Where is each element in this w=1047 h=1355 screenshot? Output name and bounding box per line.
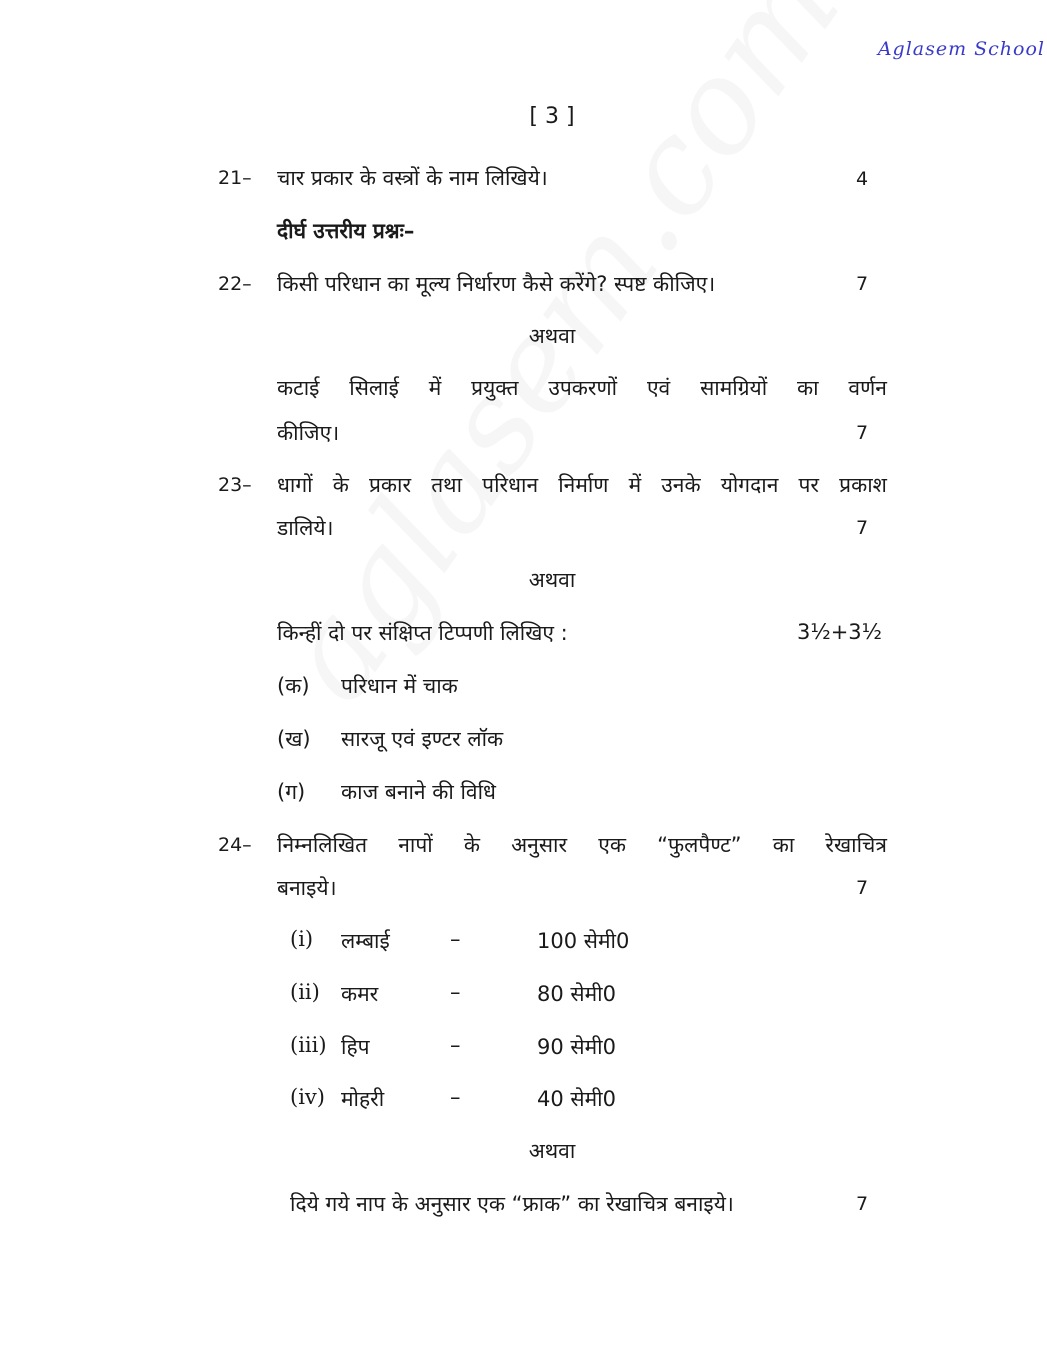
question-23-number: 23– — [218, 474, 252, 496]
brand-label: Aglasem School — [877, 38, 1045, 60]
word: रेखाचित्र — [825, 833, 887, 857]
question-22-alt-line1 — [277, 374, 887, 402]
measurement-dash: – — [450, 1033, 461, 1057]
question-24-marks: 7 — [856, 877, 869, 899]
measurement-label: (i) — [290, 927, 314, 951]
question-23-line2: डालिये। — [277, 516, 334, 540]
measurement-value: 80 सेमी0 — [537, 982, 616, 1006]
word: का — [797, 376, 819, 400]
question-24-line2: बनाइये। — [277, 876, 337, 900]
option-text: काज बनाने की विधि — [341, 780, 496, 804]
measurement-value: 100 सेमी0 — [537, 929, 630, 953]
measurement-label: (iv) — [290, 1085, 325, 1109]
word: निर्माण — [558, 473, 609, 497]
option-label: (क) — [277, 674, 310, 698]
measurement-dash: – — [450, 980, 461, 1004]
measurement-name: हिप — [341, 1035, 370, 1059]
measurement-value: 90 सेमी0 — [537, 1035, 616, 1059]
word: के — [463, 833, 480, 857]
question-23-alt-text: किन्हीं दो पर संक्षिप्त टिप्पणी लिखिए : — [277, 621, 568, 645]
word: वर्णन — [848, 376, 887, 400]
word: में — [628, 473, 642, 497]
question-22-alt-line2: कीजिए। — [277, 421, 340, 445]
measurement-dash: – — [450, 1085, 461, 1109]
word: का — [772, 833, 795, 857]
word: प्रकाश — [839, 473, 887, 497]
measurement-name: कमर — [341, 982, 379, 1006]
word: एवं — [646, 376, 671, 400]
word: सिलाई — [349, 376, 399, 400]
question-23-marks: 7 — [856, 517, 869, 539]
word: पर — [798, 473, 820, 497]
question-22-marks: 7 — [856, 273, 869, 295]
measurement-name: लम्बाई — [341, 929, 390, 953]
word: कटाई — [277, 376, 320, 400]
measurement-dash: – — [450, 927, 461, 951]
question-24-or: अथवा — [528, 1139, 576, 1163]
question-22-or: अथवा — [528, 324, 576, 348]
option-text: परिधान में चाक — [341, 674, 458, 698]
question-24-alt-text: दिये गये नाप के अनुसार एक “फ्राक” का रेखाचित्र बनाइये। — [290, 1192, 734, 1216]
word: धागों — [277, 473, 313, 497]
question-23-or: अथवा — [528, 568, 576, 592]
word: सामग्रियों — [700, 376, 768, 400]
word: योगदान — [720, 473, 779, 497]
question-24-number: 24– — [218, 834, 252, 856]
word: नापों — [398, 833, 433, 857]
question-22-alt-marks: 7 — [856, 422, 869, 444]
question-23-alt-marks: 3½+3½ — [797, 620, 883, 644]
question-22-number: 22– — [218, 273, 252, 295]
measurement-label: (ii) — [290, 980, 320, 1004]
word: प्रयुक्त — [471, 376, 519, 400]
question-21-number: 21– — [218, 167, 252, 189]
option-label: (ख) — [277, 727, 311, 751]
question-21-text: चार प्रकार के वस्त्रों के नाम लिखिये। — [277, 166, 548, 190]
page-number: [ 3 ] — [529, 104, 575, 129]
option-label: (ग) — [277, 780, 306, 804]
word: के — [332, 473, 349, 497]
word: में — [428, 376, 442, 400]
word: परिधान — [482, 473, 539, 497]
measurement-name: मोहरी — [341, 1087, 385, 1111]
word: “फुलपैण्ट” — [657, 833, 742, 857]
measurement-label: (iii) — [290, 1033, 327, 1057]
question-23-line1 — [277, 471, 887, 499]
word: अनुसार — [511, 833, 568, 857]
word: प्रकार — [368, 473, 412, 497]
question-24-line1 — [277, 831, 887, 859]
word: उनके — [661, 473, 701, 497]
word: एक — [598, 833, 626, 857]
word: तथा — [431, 473, 463, 497]
question-24-alt-marks: 7 — [856, 1193, 869, 1215]
section-heading: दीर्घ उत्तरीय प्रश्नः– — [277, 219, 415, 243]
word: निम्नलिखित — [277, 833, 368, 857]
question-22-text: किसी परिधान का मूल्य निर्धारण कैसे करेंगे? स्पष्ट कीजिए। — [277, 272, 716, 296]
option-text: सारजू एवं इण्टर लॉक — [341, 727, 504, 751]
measurement-value: 40 सेमी0 — [537, 1087, 616, 1111]
question-21-marks: 4 — [856, 168, 869, 190]
word: उपकरणों — [548, 376, 618, 400]
